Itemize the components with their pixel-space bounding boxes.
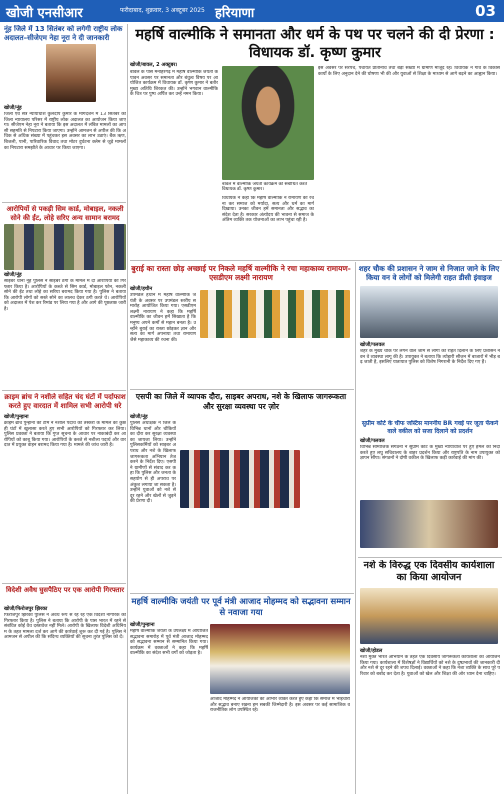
section-divider bbox=[2, 202, 126, 203]
article-body: विभिन्न सामाजिक संगठनों ने सुप्रीम कोर्ट के मुख्य न्यायाधीश पर हुए हमले की निंदा करते हुए लघु सचिवालय के बाहर प्रदर्शन किया और राष्ट्रपति के नाम उपायुक्त को ज्ञापन सौंपा। संगठनों ने दोषी वकील के खिलाफ कड़ी कार्रवाई की मांग की। bbox=[360, 445, 500, 462]
article-byline: खोजी/होडल bbox=[360, 648, 383, 654]
section-divider bbox=[358, 557, 502, 558]
article-byline: खोजी/पुन्हाना bbox=[130, 622, 155, 628]
article-headline: आरोपियों से पकड़ी सिम कार्ड, मोबाइल, नकली सोने की ईंट, लोहे सरिए अन्य सामान बरामद bbox=[6, 205, 124, 222]
article-body: पुलिस अधीक्षक ने जिले के विभिन्न थानों और चौकियों का दौरा कर सुरक्षा व्यवस्था का जायजा लिया। उन्होंने पुलिसकर्मियों को साइबर अपराध और नशे के खिलाफ जागरूकता अभियान तेज करने के निर्देश दिए। एसपी ने ग्रामीणों से संवाद कर कहा कि पुलिस और जनता के सहयोग से ही अपराध पर अंकुश लगाया जा सकता है। उन्होंने युवाओं को नशे से दूर रहने और खेलों से जुड़ने की प्रेरणा दी। bbox=[130, 421, 176, 505]
article-byline: खोजी/नूंह bbox=[4, 105, 22, 111]
article-headline: नूंह जिले में 13 सितंबर को लगेगी राष्ट्रीय लोक अदालत–सीजेएम नेहा नूरा ने दी जानकारी bbox=[4, 25, 123, 42]
lead-photo bbox=[222, 66, 314, 180]
article-headline: शहर चौक की प्रशासन ने जाम से निजात जाने के लिए किया वन वे लोगों को मिलेगी राहत डीसी इंवाइज bbox=[358, 264, 500, 283]
article-body: इस अवसर पर सरपंच, पंचायत प्रतिनिधि तथा बड़ी संख्या में ग्रामीण मौजूद रहे। विधायक ने गांव के विकास कार्यों के लिए अनुदान देने की घोषणा भी की और युवाओं से शिक्षा के माध्यम से आगे बढ़ने का आह्वान किया। bbox=[318, 66, 500, 77]
article-headline: नशे के विरुद्ध एक दिवसीय कार्यशाला का किया आयोजन bbox=[363, 560, 495, 583]
photo-caption: बावल में वाल्मीकि जयंती कार्यक्रम को संबोधित करते विधायक डॉ. कृष्ण कुमार। bbox=[222, 182, 308, 193]
article-body: महर्षि वाल्मीकि जयंती के उपलक्ष्य में आयोजित सद्भावना समारोह में पूर्व मंत्री आजाद मोहम्मद को सद्भावना सम्मान से सम्मानित किया गया। कार्यक्रम में वक्ताओं ने कहा कि महर्षि वाल्मीकि का संदेश सभी वर्गों को जोड़ता है। bbox=[130, 629, 208, 657]
section-divider bbox=[2, 390, 126, 391]
article-body: विधायक ने कहा कि महर्षि वाल्मीकि ने रामायण की रचना कर समाज को मर्यादा, सत्य और धर्म का मार्ग दिखाया। उनका जीवन हमें समानता और सद्भाव का संदेश देता है। सरकार अंत्योदय की भावना से समाज के अंतिम व्यक्ति तक योजनाओं का लाभ पहुंचा रही है। bbox=[222, 196, 314, 224]
page-number: 03 bbox=[475, 2, 496, 20]
section-divider bbox=[130, 260, 502, 261]
article-body: उपमंडल हथीन में महर्षि वाल्मीकि जयंती के अवसर पर उपमंडल स्तरीय समारोह आयोजित किया गया। एसडीएम लक्ष्मी नारायण ने कहा कि महर्षि वाल्मीकि का जीवन हमें सिखाता है कि मनुष्य अपने कर्मों से महान बनता है। उन्होंने बुराई का रास्ता छोड़कर ज्ञान और सत्य का मार्ग अपनाया तथा रामायण जैसे महाकाव्य की रचना की। bbox=[130, 293, 196, 343]
article-body: नशा मुक्त भारत अभियान के तहत एक दिवसीय जागरूकता कार्यशाला का आयोजन किया गया। कार्यशाला में विशेषज्ञों ने विद्यार्थियों को नशे के दुष्प्रभावों की जानकारी दी और नशे से दूर रहने की शपथ दिलाई। वक्ताओं ने कहा कि नशा व्यक्ति के साथ पूरे परिवार को बर्बाद कर देता है। युवाओं को खेल और शिक्षा की ओर ध्यान देना चाहिए। bbox=[360, 655, 500, 677]
article-body: बावल के पास मनोहरगढ़ में महर्षि वाल्मीकि जयंती के पावन अवसर पर समानता और बंधुत्व विषय पर आयोजित कार्यक्रम में विधायक डॉ. कृष्ण कुमार ने बतौर मुख्य अतिथि शिरकत की। उन्होंने भगवान वाल्मीकि के चित्र पर पुष्प अर्पित कर उन्हें नमन किया। bbox=[130, 70, 218, 98]
article-body: आजाद मोहम्मद ने आयोजकों का आभार व्यक्त करते हुए कहा कि समाज में भाईचारा और सद्भाव बनाए रखना हम सबकी जिम्मेदारी है। इस अवसर पर कई सामाजिक व राजनीतिक लोग उपस्थित रहे। bbox=[210, 697, 350, 714]
section-title: हरियाणा bbox=[215, 6, 255, 21]
section-divider bbox=[130, 593, 354, 594]
felicitation-photo bbox=[210, 624, 350, 694]
article-body: साइबर थाना नूंह पुलिस ने साइबर ठगी के मामले में दो आरोपियों को गिरफ्तार किया है। आरोपियों के कब्जे से सिम कार्ड, मोबाइल फोन, नकली सोने की ईंट तथा लोहे का सरिया बरामद किया गया है। पुलिस ने बताया कि आरोपी लोगों को सस्ते सोने का लालच देकर ठगी करते थे। आरोपियों को अदालत में पेश कर रिमांड पर लिया गया है और आगे की पूछताछ जारी है। bbox=[4, 279, 126, 312]
street-photo bbox=[360, 286, 498, 338]
article-byline: खोजी/पलवल bbox=[360, 342, 385, 348]
group-photo bbox=[4, 224, 126, 270]
article-headline: बुराई का रास्ता छोड़ अच्छाई पर निकले महर्षि वाल्मीकि ने रचा महाकाव्य रामायण-एसडीएम लक्ष्मी नारायण bbox=[131, 264, 351, 283]
column-divider bbox=[355, 262, 356, 794]
column-divider bbox=[127, 24, 128, 794]
article-byline: खोजी/नूंह bbox=[4, 272, 22, 278]
police-photo bbox=[180, 450, 300, 508]
section-divider bbox=[130, 389, 354, 390]
article-headline: विदेशी अवैध घुसपैठिए पर एक आरोपी गिरफ्तार bbox=[6, 586, 124, 594]
article-byline: खोजी/हथीन bbox=[130, 286, 153, 292]
article-byline: खोजी/पुन्हाना bbox=[4, 414, 29, 420]
article-byline: खोजी/फिरोजपुर झिरका bbox=[4, 606, 48, 612]
article-byline: खोजी/नूंह bbox=[130, 414, 148, 420]
lead-headline: महर्षि वाल्मीकि ने समानता और धर्म के पथ पर चलने की दी प्रेरणा : विधायक डॉ. कृष्ण कुमार bbox=[135, 27, 495, 61]
article-headline: क्राइम ब्रांच ने नशीले सहित चंद घंटों में पर्दाफाश करते हुए वारदात में शामिल सभी आरोपी धरे bbox=[4, 393, 126, 410]
article-body: जिला एवं सत्र न्यायाधीश कुलदीप कुमार के मार्गदर्शन में 13 सितंबर को जिला न्यायालय परिसर में राष्ट्रीय लोक अदालत का आयोजन किया जाएगा। सीजेएम नेहा नूरा ने बताया कि इस अदालत में लंबित मामलों का आपसी सहमति से निपटारा किया जाएगा। उन्होंने आमजन से अपील की कि अधिक से अधिक संख्या में पहुंचकर इस अवसर का लाभ उठाएं। बैंक ऋण, बिजली, पानी, पारिवारिक विवाद तथा मोटर दुर्घटना क्लेम से जुड़े मामलों का निपटारा समझौते के आधार पर किया जाएगा। bbox=[4, 112, 126, 151]
paper-name: खोजी एनसीआर bbox=[6, 6, 83, 21]
section-divider bbox=[2, 583, 126, 584]
masthead-bar bbox=[0, 0, 504, 22]
dateline: फरीदाबाद, शुक्रवार, 3 अक्टूबर 2025 bbox=[120, 7, 205, 14]
article-body: फिरोजपुर झिरका पुलिस ने अवैध रूप से रह रहे एक विदेशी नागरिक को गिरफ्तार किया है। पुलिस ने बताया कि आरोपी के पास भारत में रहने से संबंधित कोई वैध दस्तावेज नहीं मिले। आरोपी के खिलाफ विदेशी अधिनियम के तहत मामला दर्ज कर आगे की कार्रवाई शुरू कर दी गई है। पुलिस ने आमजन से अपील की कि संदिग्ध व्यक्तियों की सूचना तुरंत पुलिस को दें। bbox=[4, 613, 126, 641]
article-byline: खोजी/बावल, 2 अक्टूबर। bbox=[130, 62, 178, 68]
event-photo bbox=[200, 290, 350, 338]
portrait-photo bbox=[46, 44, 96, 102]
article-headline: एसपी का जिले में व्यापक दौरा, साइबर अपराध, नशे के खिलाफ जागरूकता और सुरक्षा व्यवस्था पर ज़ोर bbox=[135, 392, 347, 411]
article-byline: खोजी/पलवल bbox=[360, 438, 385, 444]
protest-photo bbox=[360, 500, 498, 548]
article-body: शहर के मुख्य चौक पर लगने वाले जाम से लोगों को राहत दिलाने के लिए प्रशासन ने वन वे व्यवस्था लागू की है। उपायुक्त ने बताया कि त्योहारी सीजन में बाजारों में भीड़ बढ़ जाती है, इसलिए यातायात पुलिस को विशेष निगरानी के निर्देश दिए गए हैं। bbox=[360, 349, 500, 366]
article-headline: सुप्रीम कोर्ट के चीफ जस्टिस माननीय BR गवई पर जूता फेंकने वाले वकील को सजा दिलाने को प्रदर्शन bbox=[361, 420, 499, 435]
workshop-photo bbox=[360, 588, 498, 644]
article-headline: महर्षि वाल्मीकि जयंती पर पूर्व मंत्री आजाद मोहम्मद को सद्भावना सम्मान से नवाजा गया bbox=[131, 596, 351, 617]
article-body: क्राइम ब्रांच पुन्हाना की टीम ने नशीले पदार्थ की तस्करी के मामले का कुछ ही घंटों में खुलासा करते हुए सभी आरोपियों को गिरफ्तार कर लिया। पुलिस प्रवक्ता ने बताया कि गुप्त सूचना के आधार पर नाकाबंदी कर आरोपियों को काबू किया गया। आरोपियों के कब्जे से नशीला पदार्थ और वारदात में प्रयुक्त वाहन बरामद किया गया है। मामले की जांच जारी है। bbox=[4, 421, 126, 449]
